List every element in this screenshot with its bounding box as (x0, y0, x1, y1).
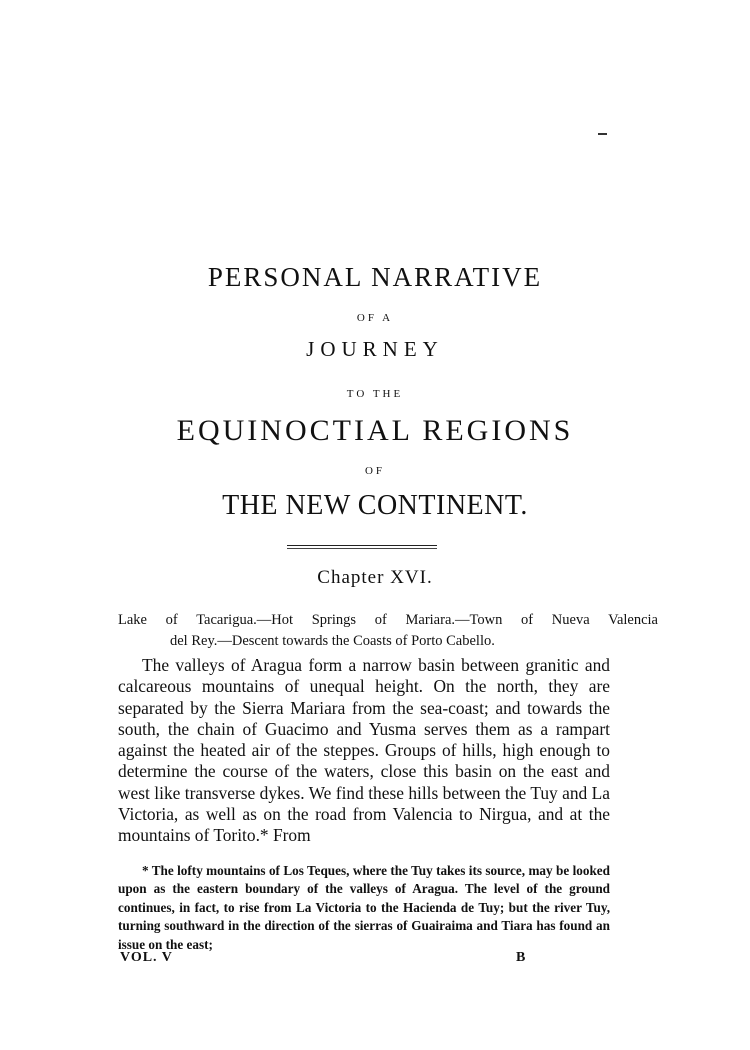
title-line-personal-narrative: PERSONAL NARRATIVE (207, 262, 543, 292)
title-line-of-a: OF A (356, 312, 394, 324)
title-divider-rule (287, 545, 437, 546)
body-paragraph: The valleys of Aragua form a narrow basin between granitic and calcareous mountains of unequal height. On the north, they are separated by the Sierra Mariara from the sea-coast; and towards the south, the chain of Guacimo and Yusma serves them as a rampart against the heated air of the steppes. Groups of hills, high enough to determine the course of the waters, close this basin on the east and west like transverse dykes. We find these hills between the Tuy and La Victoria, as well as on the road from Valencia to Nirgua, and at the mountains of Torito.* From (118, 655, 610, 846)
chapter-summary (118, 610, 658, 652)
body-text (118, 655, 610, 847)
footnote-text: * The lofty mountains of Los Teques, where the Tuy takes its source, may be looked upon as the eastern boundary of the valleys of Aragua. The level of the ground continues, in fact, to rise from La Victoria to the Hacienda de Tuy; but the river Tuy, turning southward in the direction of the sierras of Guairaima and Tiara has found an issue on the east; (118, 863, 610, 952)
title-line-to-the: TO THE (346, 388, 404, 400)
signature-mark: B (516, 950, 526, 965)
volume-signature: VOL. V (120, 950, 173, 965)
footnote (118, 862, 610, 954)
title-line-of: OF (364, 465, 386, 477)
title-line-equinoctial-regions: EQUINOCTIAL REGIONS (176, 414, 574, 447)
chapter-summary-line-1: Lake of Tacarigua.—Hot Springs of Mariara.—Town of Nueva Valencia (118, 612, 658, 628)
title-line-new-continent: THE NEW CONTINENT. (222, 490, 528, 521)
ink-mark (598, 133, 607, 135)
chapter-heading: Chapter XVI. (317, 567, 433, 588)
title-line-journey: JOURNEY (306, 337, 444, 361)
chapter-summary-line-2: del Rey.—Descent towards the Coasts of Porto Cabello. (170, 633, 495, 649)
